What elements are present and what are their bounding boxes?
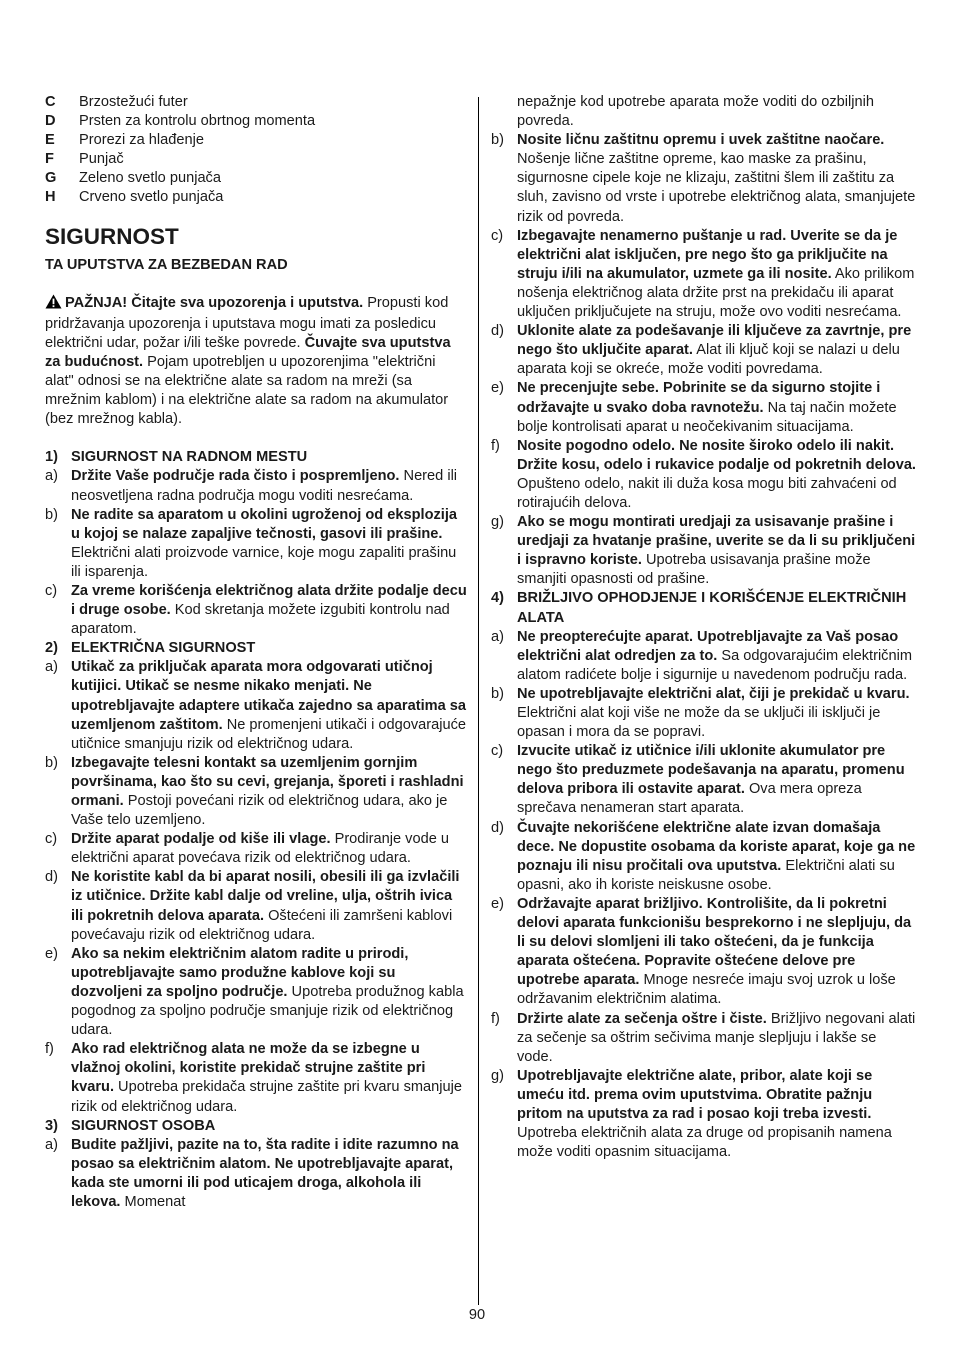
item-label: a) — [45, 1136, 58, 1153]
item-text — [71, 658, 467, 753]
list-item — [45, 582, 467, 639]
list-item — [45, 830, 467, 868]
section-subtitle: TA UPUTSTVA ZA BEZBEDAN RAD — [45, 256, 288, 273]
item-text — [71, 506, 467, 582]
item-plain-text: Momenat — [120, 1193, 186, 1210]
item-text — [71, 945, 467, 1040]
list-item — [45, 467, 467, 505]
legend-letter: C — [45, 94, 56, 110]
list-item — [491, 322, 916, 379]
legend-row — [45, 93, 467, 112]
section-2-heading: 2) ELEKTRIČNA SIGURNOST — [45, 640, 256, 657]
item-label: c) — [45, 831, 58, 848]
item-bold-text: Izbegavajte nenamerno puštanje u rad. Uverite se da je električni alat isključen, pre nego što ga priključite na struju i/ili na akumulator, uzmete ga ili nosite. — [517, 227, 898, 282]
item-text — [517, 513, 916, 589]
section-3-continuation: nepažnje kod upotrebe aparata može voditi do ozbiljnih povreda. — [517, 94, 874, 130]
item-label: c) — [45, 582, 58, 599]
item-text — [517, 1010, 916, 1067]
item-plain-text: Upotreba prekidača strujne zaštite pri kvaru smanjuje rizik od električnog udara. — [71, 1079, 462, 1115]
list-item — [45, 658, 467, 753]
list-item — [491, 131, 916, 226]
item-label: f) — [491, 1010, 500, 1027]
legend-text: Prsten za kontrolu obrtnog momenta — [79, 113, 316, 130]
item-bold-text: Držite aparat podalje od kiše ili vlage. — [71, 831, 331, 848]
item-label: d) — [491, 819, 504, 836]
list-item — [45, 1136, 467, 1212]
warning-bold-2: Čuvajte sva uputstva za budućnost. — [45, 334, 451, 370]
item-plain-text: Upotreba električnih alata za druge od propisanih namena može voditi opasnim situacijama. — [517, 1125, 892, 1161]
warning-triangle-icon — [45, 294, 62, 315]
item-text — [71, 868, 467, 944]
item-bold-text: Ne precenjujte sebe. Pobrinite se da sigurno stojite i održavajte u svako doba ravnotežu. — [517, 380, 881, 416]
item-bold-text: Držite Vaše područje rada čisto i pospremljeno. — [71, 468, 400, 485]
item-label: g) — [491, 1067, 504, 1084]
legend-row — [45, 169, 467, 188]
item-label: b) — [45, 506, 58, 523]
item-bold-text: Budite pažljivi, pazite na to, šta radite i idite razumno na posao sa električnim alatom. Ne upotrebljavajte aparat, kada ste umorni ili pod uticajem droga, alkohola ili lekova. — [71, 1136, 459, 1210]
item-text — [71, 1040, 467, 1116]
item-plain-text: Električni alati proizvode varnice, koje mogu zapaliti prašinu ili isparenja. — [71, 544, 457, 580]
list-item — [45, 1040, 467, 1116]
item-text — [517, 322, 916, 379]
item-text — [517, 379, 916, 436]
item-plain-text: Električni alati su opasni, ako ih koriste neiskusne osobe. — [517, 857, 895, 893]
item-text — [71, 467, 467, 505]
list-item — [491, 895, 916, 1010]
item-text — [517, 437, 916, 513]
item-plain-text: Postoji povećani rizik od električnog udara, ako je Vaše telo uzemljeno. — [71, 793, 448, 829]
item-plain-text: Ako prilikom nošenja električnog alata držite prst na prekidaču ili aparat uključen priključujete na struju, može ovo voditi nesrećama. — [517, 265, 915, 321]
item-text — [517, 895, 916, 1010]
list-item — [491, 819, 916, 895]
left-column — [45, 93, 467, 1212]
legend-row — [45, 112, 467, 131]
item-label: a) — [45, 659, 58, 676]
item-text — [517, 742, 916, 818]
item-plain-text: Oštećeni ili zamršeni kablovi povećavaju rizik od električnog udara. — [71, 907, 453, 943]
item-label: e) — [491, 380, 504, 397]
legend-letter: D — [45, 113, 56, 130]
section-4-items — [491, 628, 916, 1163]
legend-letter: G — [45, 170, 57, 187]
warning-text-1: Propusti kod pridržavanja upozorenja i uputstava mogu imati za posledicu električni udar, požar i/ili teške povrede. — [45, 294, 449, 351]
legend-text: Prorezi za hlađenje — [79, 132, 204, 149]
item-plain-text: Upotreba usisavanja prašine može smanjiti opasnosti od prašine. — [517, 552, 871, 588]
item-text — [517, 227, 916, 322]
item-bold-text: Ako sa nekim električnim alatom radite u prirodi, upotrebljavajte samo produžne kablove koji su dozvoljeni za spoljno područje. — [71, 945, 409, 1000]
item-plain-text: Opušteno odelo, nakit ili duža kosa mogu biti zahvaćeni od rotirajućih delova. — [517, 475, 897, 511]
item-bold-text: Utikač za priključak aparata mora odgovarati utičnoj kutijici. Utikač se nesme nikako menjati. Ne upotrebljavajte adaptere utikača zajedno sa aparatima sa uzemljenom zaštitom. — [71, 659, 467, 733]
list-item — [491, 742, 916, 818]
list-item — [45, 945, 467, 1040]
list-item — [491, 685, 916, 742]
section-3-items — [45, 1136, 467, 1212]
list-item — [45, 506, 467, 582]
item-bold-text: Za vreme korišćenja električnog alata držite podalje decu i druge osobe. — [71, 582, 467, 619]
item-plain-text: Nered ili neosvetljena radna područja mogu voditi nesrećama. — [71, 468, 458, 504]
item-plain-text: Na taj način možete bolje kontrolisati aparat u neočekivanim situacijama. — [517, 399, 897, 435]
item-text — [71, 830, 467, 868]
item-bold-text: Držirte alate za sečenja oštre i čiste. — [517, 1010, 767, 1027]
section-2-items — [45, 658, 467, 1116]
item-plain-text: Kod skretanja možete izgubiti kontrolu nad aparatom. — [71, 602, 450, 638]
section-1-heading: 1) SIGURNOST NA RADNOM MESTU — [45, 449, 308, 466]
legend-text: Brzostežući futer — [79, 94, 188, 110]
item-bold-text: Ne preopterećujte aparat. Upotrebljavajte za Vaš posao električni alat odredjen za to. — [517, 628, 899, 664]
item-bold-text: Nosite pogodno odelo. Ne nosite široko odelo ili nakit. Držite kosu, odelo i rukavice podalje od pokretnih delova. — [517, 437, 916, 473]
legend-row — [45, 150, 467, 169]
legend-row — [45, 188, 467, 207]
item-label: d) — [491, 323, 504, 340]
list-item — [491, 1010, 916, 1067]
item-bold-text: Izbegavajte telesni kontakt sa uzemljenim gornjim površinama, kao što su cevi, grejanja, šporeti i rashladni ormani. — [71, 754, 464, 809]
parts-legend — [45, 93, 467, 208]
page-number: 90 — [468, 1307, 486, 1323]
section-3-heading: 3) SIGURNOST OSOBA — [45, 1117, 216, 1134]
list-item — [45, 868, 467, 944]
item-plain-text: Alat ili ključ koji se nalazi u delu aparata koji se okreće, može voditi povredama. — [517, 342, 900, 378]
item-text — [517, 1067, 916, 1162]
section-3-items-continued — [491, 131, 916, 589]
item-bold-text: Čuvajte nekorišćene električne alate izvan domašaja dece. Ne dopustite osobama da koriste aparat, koje ga ne poznaju ili nisu pročitali ova uputstva. — [517, 819, 916, 874]
item-text — [517, 131, 916, 226]
warning-paragraph — [45, 294, 467, 430]
item-plain-text: Sa odgovarajućim električnim alatom radićete bolje i sigurnije u navedenom području rada. — [517, 647, 912, 683]
item-label: c) — [491, 743, 504, 760]
section-4-heading: 4) BRIŽLJIVO OPHODJENJE I KORIŠĆENJE ELEKTRIČNIH ALATA — [491, 590, 907, 626]
item-plain-text: Prodiranje vode u električni aparat povećava rizik od električnog udara. — [71, 831, 449, 867]
item-bold-text: Ne upotrebljavajte električni alat, čiji je prekidač u kvaru. — [517, 685, 910, 702]
list-item — [491, 628, 916, 685]
item-plain-text: Brižljivo negovani alati za sečenje sa oštrim sečivima manje slepljuju i lakše se vode. — [517, 1010, 916, 1065]
item-bold-text: Ne koristite kabl da bi aparat nosili, obesili ili ga izvlačili iz utičnice. Držite kabl dalje od vreline, ulja, oštrih ivica ili pokretnih delova aparata. — [71, 869, 460, 924]
item-label: g) — [491, 514, 504, 531]
list-item — [491, 227, 916, 322]
item-bold-text: Održavajte aparat brižljivo. Kontrolišite, da li pokretni delovi aparata funkcionišu besprekorno i ne slepljuju, da li su delovi slomljeni ili tako oštećeni, da je funkcija aparata oštećena. Popravite oštećene delove pre upotrebe aparata. — [517, 895, 912, 989]
legend-text: Punjač — [79, 151, 124, 168]
item-text — [517, 628, 916, 685]
item-bold-text: Uklonite alate za podešavanje ili ključeve za zavrtnje, pre nego što uključite aparat. — [517, 323, 912, 359]
item-plain-text: Upotreba produžnog kabla pogodnog za spoljno područje smanjuje rizik od električnog udara. — [71, 983, 464, 1039]
section-1-items — [45, 467, 467, 639]
item-label: b) — [491, 685, 504, 702]
list-item — [491, 513, 916, 589]
legend-letter: E — [45, 132, 55, 149]
column-divider — [478, 97, 479, 1305]
item-label: f) — [491, 437, 500, 454]
legend-letter: F — [45, 151, 54, 168]
section-title: SIGURNOST — [45, 223, 179, 249]
item-label: b) — [45, 754, 58, 771]
item-plain-text: Mnoge nesreće imaju svoj uzrok u loše održavanim električnim alatima. — [517, 972, 896, 1008]
item-label: d) — [45, 869, 58, 886]
item-label: b) — [491, 132, 504, 149]
item-text — [517, 685, 916, 742]
legend-text: Zeleno svetlo punjača — [79, 170, 221, 187]
item-label: a) — [491, 628, 504, 645]
item-plain-text: Ne promenjeni utikači i odgovarajuće utičnice smanjuju rizik od električnog udara. — [71, 716, 467, 752]
warning-bold-1: PAŽNJA! Čitajte sva upozorenja i uputstva. — [65, 294, 364, 311]
item-plain-text: Električni alat koji više ne može da se uključi ili isključi je opasan i mora da se popravi. — [517, 705, 881, 741]
warning-text-2: Pojam upotrebljen u upozorenjima "električni alat" odnosi se na električne alate sa radom na mreži (sa mrežnim kablom) i na električne alate sa radom na akumulator (bez mrežnog kabla). — [45, 353, 449, 428]
item-text — [71, 582, 467, 639]
legend-text: Crveno svetlo punjača — [79, 189, 224, 206]
item-bold-text: Ako rad električnog alata ne može da se izbegne u vlažnoj okolini, koristite prekidač strujne zaštite pri kvaru. — [71, 1041, 426, 1096]
item-plain-text: Nošenje lične zaštitne opreme, kao maske za prašinu, sigurnosne cipele koje ne klizaju, zaštitni šlem ili zaštitu za sluh, zavisno od vrste i upotrebe električnog alata, smanjujete rizik od povreda. — [517, 151, 916, 225]
item-bold-text: Upotrebljavajte električne alate, pribor, alate koji se umeću itd. prema ovim uputstvima. Obratite pažnju pritom na uputstva za rad i posao koji treba izvesti. — [517, 1067, 873, 1122]
item-text — [517, 819, 916, 895]
item-label: a) — [45, 468, 58, 485]
list-item — [45, 754, 467, 830]
item-bold-text: Nosite ličnu zaštitnu opremu i uvek zaštitne naočare. — [517, 132, 885, 149]
item-bold-text: Ako se mogu montirati uredjaji za usisavanje prašine i uredjaji za hvatanje prašine, uverite se da li su priključeni i ispravno koriste. — [517, 514, 916, 569]
item-text — [71, 1136, 467, 1212]
item-label: e) — [45, 945, 58, 962]
item-text — [71, 754, 467, 830]
right-column — [491, 93, 916, 1162]
item-label: c) — [491, 227, 504, 244]
legend-row — [45, 131, 467, 150]
list-item — [491, 1067, 916, 1162]
list-item — [491, 437, 916, 513]
legend-letter: H — [45, 189, 56, 206]
item-plain-text: Ova mera opreza sprečava nenameran start aparata. — [517, 781, 862, 817]
item-label: e) — [491, 895, 504, 912]
list-item — [491, 379, 916, 436]
item-label: f) — [45, 1041, 54, 1058]
item-bold-text: Ne radite sa aparatom u okolini ugroženoj od eksplozija u kojoj se nalaze zapaljive tečnosti, gasovi ili prašine. — [71, 506, 458, 542]
item-bold-text: Izvucite utikač iz utičnice i/ili uklonite akumulator pre nego što preduzmete podešavanja na aparatu, promenu delova pribora ili ostavite aparat. — [517, 743, 905, 798]
